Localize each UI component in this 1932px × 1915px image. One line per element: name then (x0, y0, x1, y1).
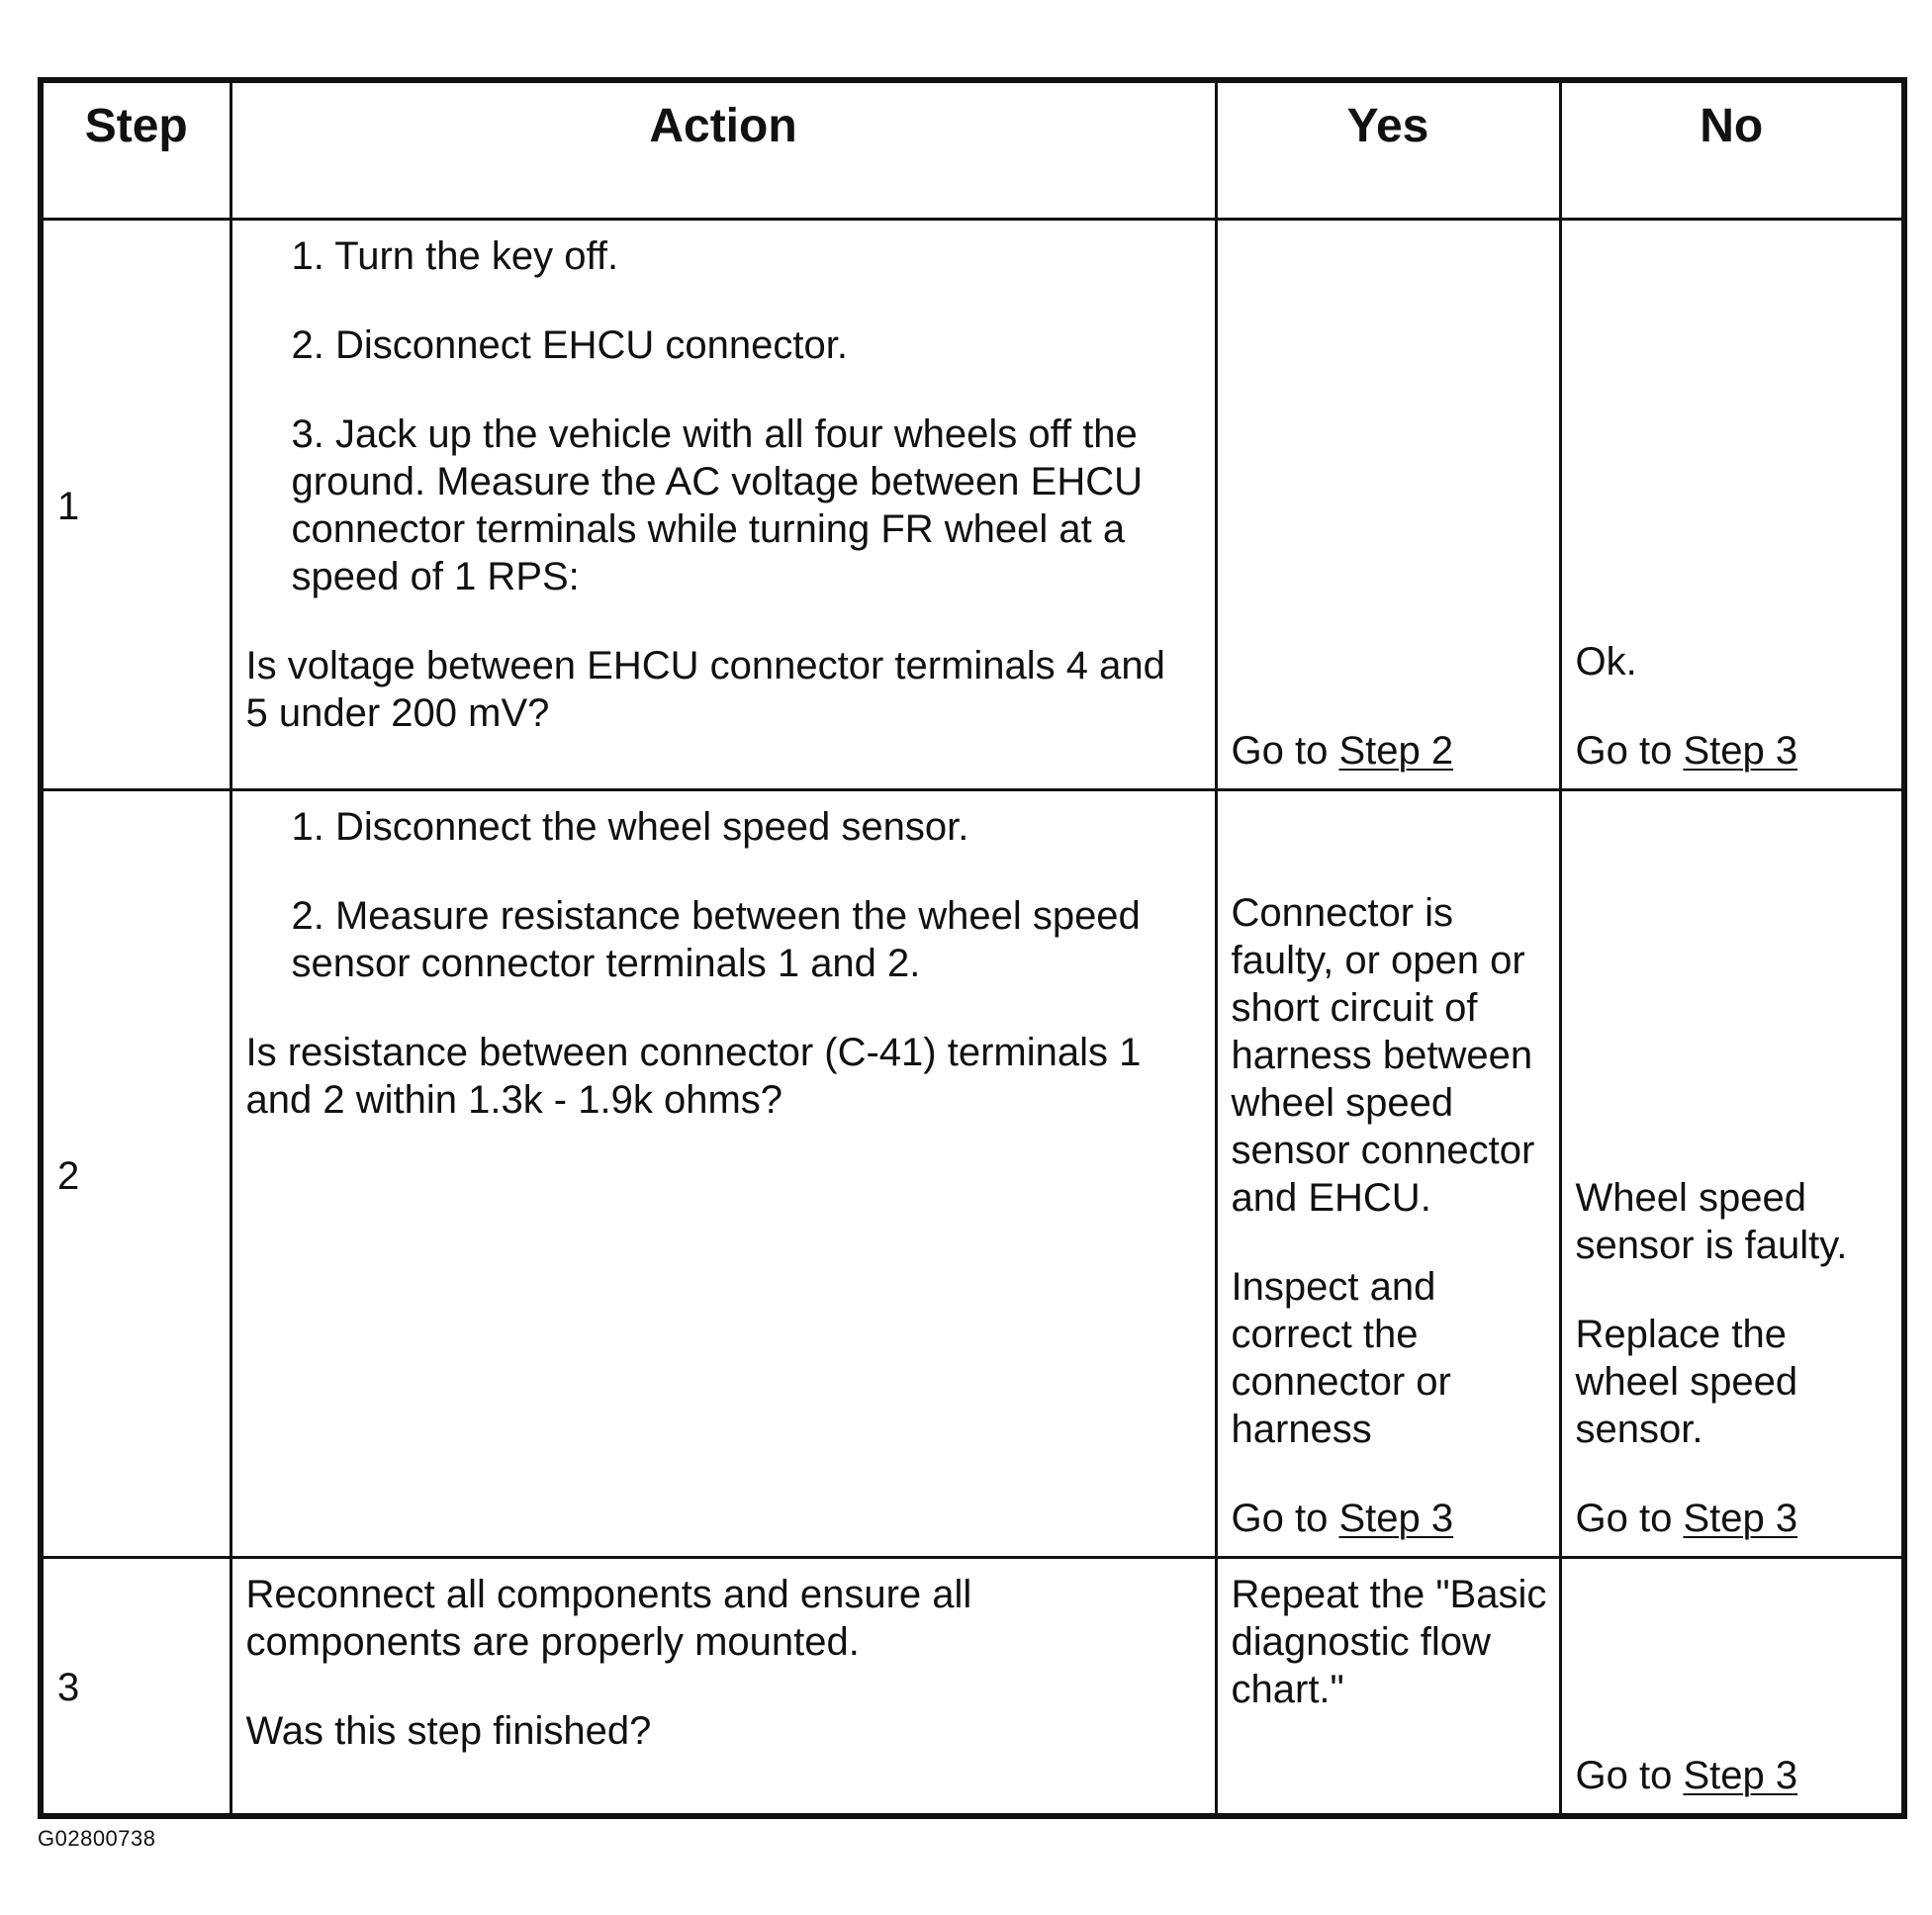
action-sub-step: 1. Turn the key off. (291, 234, 619, 278)
action-cell (230, 220, 1216, 790)
yes-cell (1216, 1558, 1560, 1816)
action-sub-step: 1. Disconnect the wheel speed sensor. (291, 805, 969, 849)
result-text: Wheel speed sensor is faulty. (1575, 1176, 1848, 1267)
step-number: 2 (41, 790, 230, 1558)
yes-cell (1216, 790, 1560, 1558)
table-row (41, 1558, 1904, 1816)
goto-step-link[interactable]: Step 3 (1683, 729, 1798, 773)
goto-step-link[interactable]: Step 2 (1338, 729, 1454, 773)
goto-prefix: Go to (1231, 729, 1339, 773)
goto-line (1576, 1495, 1890, 1542)
goto-line (1232, 1495, 1547, 1542)
header-no: No (1560, 80, 1904, 220)
remedy-text: Inspect and correct the connector or harness (1231, 1265, 1451, 1451)
step-number: 3 (41, 1558, 230, 1816)
header-row (41, 80, 1904, 220)
action-text: Reconnect all components and ensure all components are properly mounted. (245, 1573, 972, 1664)
action-cell (230, 1558, 1216, 1816)
goto-prefix: Go to (1575, 1753, 1684, 1797)
no-cell (1560, 220, 1904, 790)
goto-prefix: Go to (1575, 729, 1684, 773)
goto-step-link[interactable]: Step 3 (1683, 1753, 1798, 1797)
diagnostic-table (38, 77, 1907, 1819)
action-sub-step: 2. Disconnect EHCU connector. (291, 323, 848, 367)
goto-line (1576, 1752, 1890, 1799)
goto-line (1576, 727, 1890, 775)
header-step: Step (41, 80, 230, 220)
header-action: Action (230, 80, 1216, 220)
no-cell (1560, 1558, 1904, 1816)
action-question: Is voltage between EHCU connector terminals 4 and 5 under 200 mV? (245, 644, 1165, 735)
result-text: Ok. (1575, 640, 1637, 684)
action-question: Is resistance between connector (C-41) terminals 1 and 2 within 1.3k - 1.9k ohms? (245, 1031, 1142, 1122)
figure-id: G02800738 (38, 1826, 156, 1851)
action-question: Was this step finished? (245, 1709, 652, 1753)
remedy-text: Replace the wheel speed sensor. (1575, 1313, 1798, 1451)
table-row (41, 220, 1904, 790)
no-cell (1560, 790, 1904, 1558)
goto-line (1232, 727, 1547, 775)
goto-step-link[interactable]: Step 3 (1338, 1497, 1454, 1540)
action-cell (230, 790, 1216, 1558)
result-text: Repeat the "Basic diagnostic flow chart." (1231, 1573, 1547, 1711)
table-row (41, 790, 1904, 1558)
goto-prefix: Go to (1575, 1497, 1684, 1540)
step-number: 1 (41, 220, 230, 790)
yes-cell (1216, 220, 1560, 790)
header-yes: Yes (1216, 80, 1560, 220)
result-text: Connector is faulty, or open or short circuit of harness between wheel speed sensor connector and EHCU. (1231, 891, 1535, 1220)
action-sub-step: 3. Jack up the vehicle with all four wheels off the ground. Measure the AC voltage between EHCU connector terminals while turning FR wheel at a speed of 1 RPS: (291, 412, 1143, 598)
goto-step-link[interactable]: Step 3 (1683, 1497, 1798, 1540)
goto-prefix: Go to (1231, 1497, 1339, 1540)
action-sub-step: 2. Measure resistance between the wheel speed sensor connector terminals 1 and 2. (291, 894, 1141, 985)
